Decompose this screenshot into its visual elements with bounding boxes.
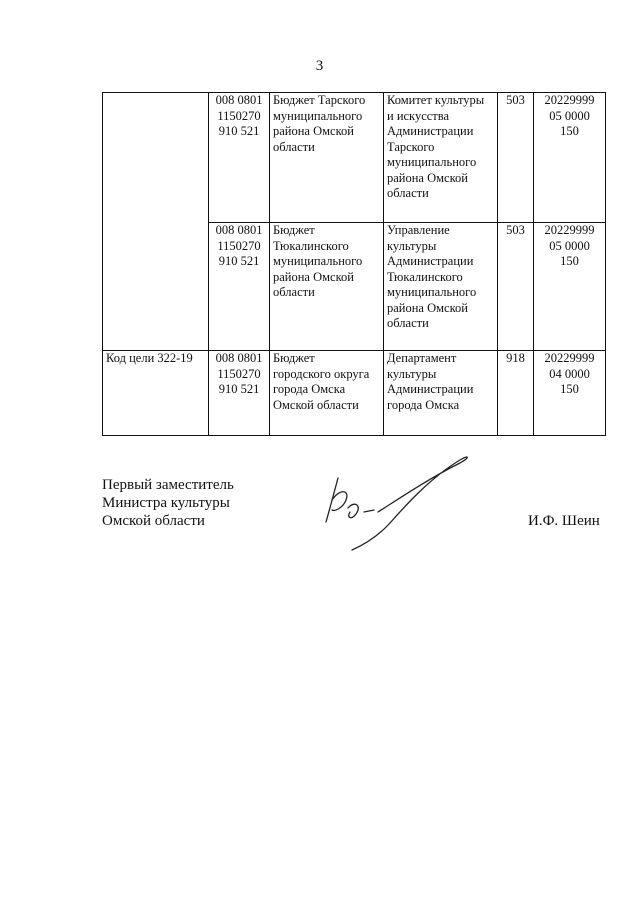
agency-code-cell: 503	[498, 93, 534, 223]
table-row	[103, 351, 606, 436]
page-number: 3	[315, 58, 324, 74]
revenue-code-cell: 20229999 05 0000 150	[534, 223, 606, 351]
revenue-code-cell: 20229999 05 0000 150	[534, 93, 606, 223]
recipient-authority-cell: Комитет культуры и искусства Администрации Тарского муниципального района Омской области	[384, 93, 498, 223]
budget-code-cell: 008 0801 1150270 910 521	[209, 93, 270, 223]
goal-code-cell	[103, 93, 209, 351]
revenue-code-cell: 20229999 04 0000 150	[534, 351, 606, 436]
budget-code-cell: 008 0801 1150270 910 521	[209, 351, 270, 436]
recipient-authority-cell: Управление культуры Администрации Тюкалинского муниципального района Омской области	[384, 223, 498, 351]
handwritten-signature	[310, 448, 480, 553]
recipient-budget-cell: Бюджет Тюкалинского муниципального района Омской области	[270, 223, 384, 351]
recipient-budget-cell: Бюджет Тарского муниципального района Омской области	[270, 93, 384, 223]
budget-transfer-table	[102, 92, 606, 436]
budget-code-cell: 008 0801 1150270 910 521	[209, 223, 270, 351]
agency-code-cell: 918	[498, 351, 534, 436]
table-row	[103, 93, 606, 223]
recipient-budget-cell: Бюджет городского округа города Омска Омской области	[270, 351, 384, 436]
goal-code-cell: Код цели 322-19	[103, 351, 209, 436]
signatory-position: Первый заместитель Министра культуры Омской области	[102, 477, 234, 529]
agency-code-cell: 503	[498, 223, 534, 351]
signatory-name: И.Ф. Шеин	[528, 513, 600, 529]
recipient-authority-cell: Департамент культуры Администрации города Омска	[384, 351, 498, 436]
